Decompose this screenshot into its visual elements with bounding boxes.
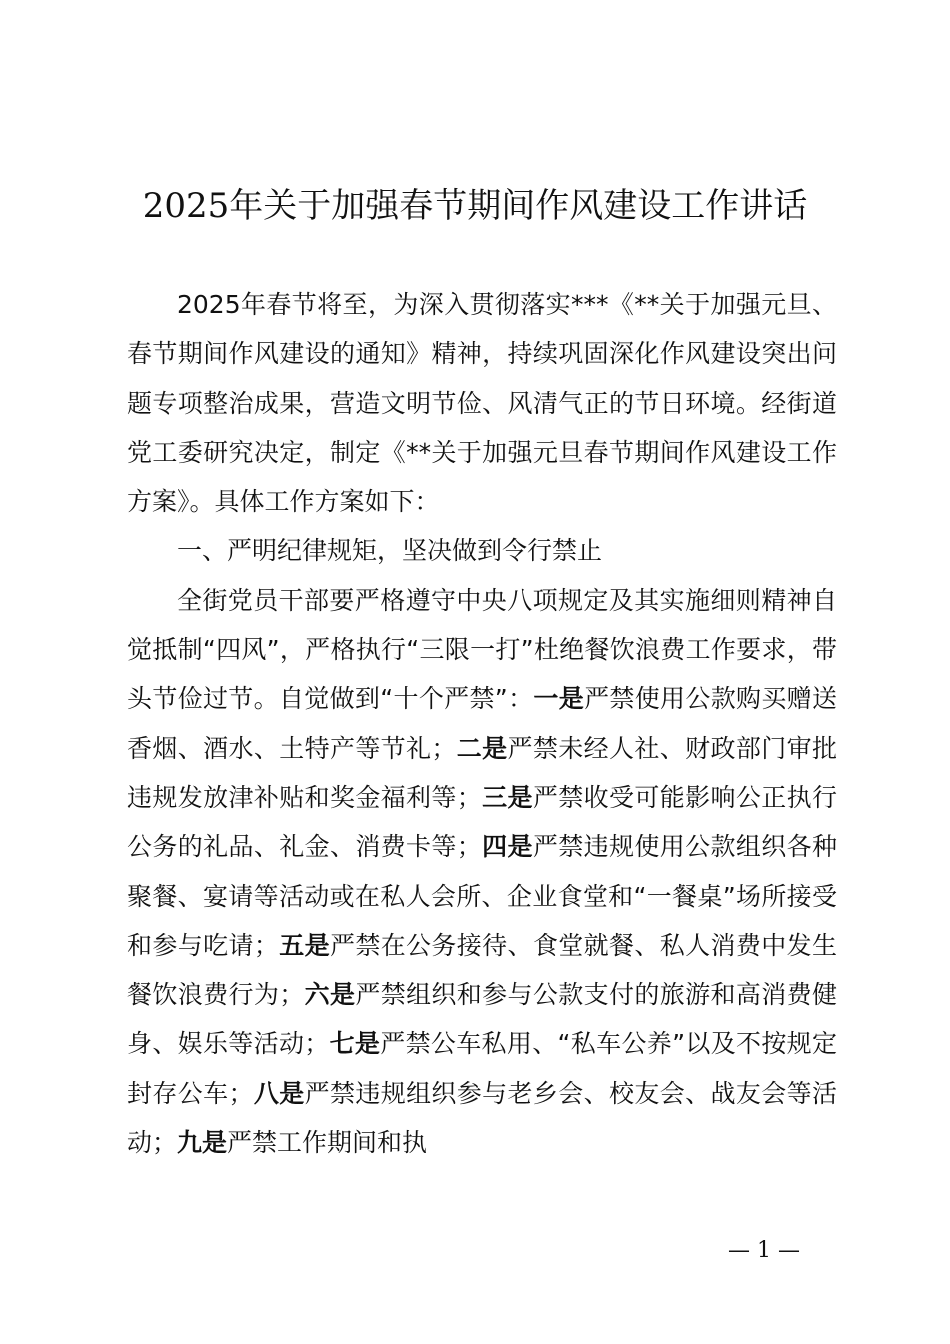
intro-paragraph: 2025年春节将至，为深入贯彻落实***《**关于加强元旦、春节期间作风建设的通知》精神，持续巩固深化作风建设突出问题专项整治成果，营造文明节俭、风清气正的节日环境。经街道党工委研究决定，制定《**关于加强元旦春节期间作风建设工作方案》。具体工作方案如下：: [127, 290, 837, 517]
item-marker: 三是: [481, 782, 533, 812]
item-marker: 四是: [481, 832, 533, 862]
document-body: [127, 280, 837, 1167]
item-marker: 八是: [253, 1078, 305, 1108]
section-lead-text: 全街党员干部要严格遵守中央八项规定及其实施细则精神自觉抵制“四风”，严格执行“三限一打”杜绝餐饮浪费工作要求，带头节俭过节。自觉做到“十个严禁”：: [127, 585, 837, 714]
item-text: 严禁未经人社、财政部门审批违规发放津补贴和奖金福利等；: [127, 733, 837, 812]
item-text: 严禁收受可能影响公正执行公务的礼品、礼金、消费卡等；: [127, 782, 837, 862]
item-text: 严禁在公务接待、食堂就餐、私人消费中发生餐饮浪费行为；: [127, 930, 837, 1010]
item-text: 严禁公车私用、“私车公养”以及不按规定封存公车；: [127, 1029, 837, 1108]
item-text: 严禁违规使用公款组织各种聚餐、宴请等活动或在私人会所、企业食堂和“一餐桌”场所接受和参与吃请；: [127, 832, 837, 960]
item-marker: 九是: [177, 1128, 228, 1158]
item-marker: 七是: [329, 1029, 381, 1059]
section-heading: 一、严明纪律规矩，坚决做到令行禁止: [177, 536, 603, 566]
section-paragraph: [127, 576, 837, 1168]
item-text: 严禁组织和参与公款支付的旅游和高消费健身、娱乐等活动；: [127, 980, 837, 1059]
page-number: — 1 —: [728, 1238, 800, 1263]
item-text: 严禁使用公款购买赠送香烟、酒水、土特产等节礼；: [127, 684, 837, 763]
item-text: 严禁工作期间和执: [227, 1128, 428, 1158]
item-text: 严禁违规组织参与老乡会、校友会、战友会等活动；: [127, 1078, 837, 1158]
document-title: 2025年关于加强春节期间作风建设工作讲话: [142, 186, 808, 226]
item-marker: 五是: [278, 930, 330, 960]
item-marker: 六是: [304, 980, 356, 1010]
item-marker: 一是: [533, 684, 585, 714]
item-marker: 二是: [456, 733, 508, 763]
